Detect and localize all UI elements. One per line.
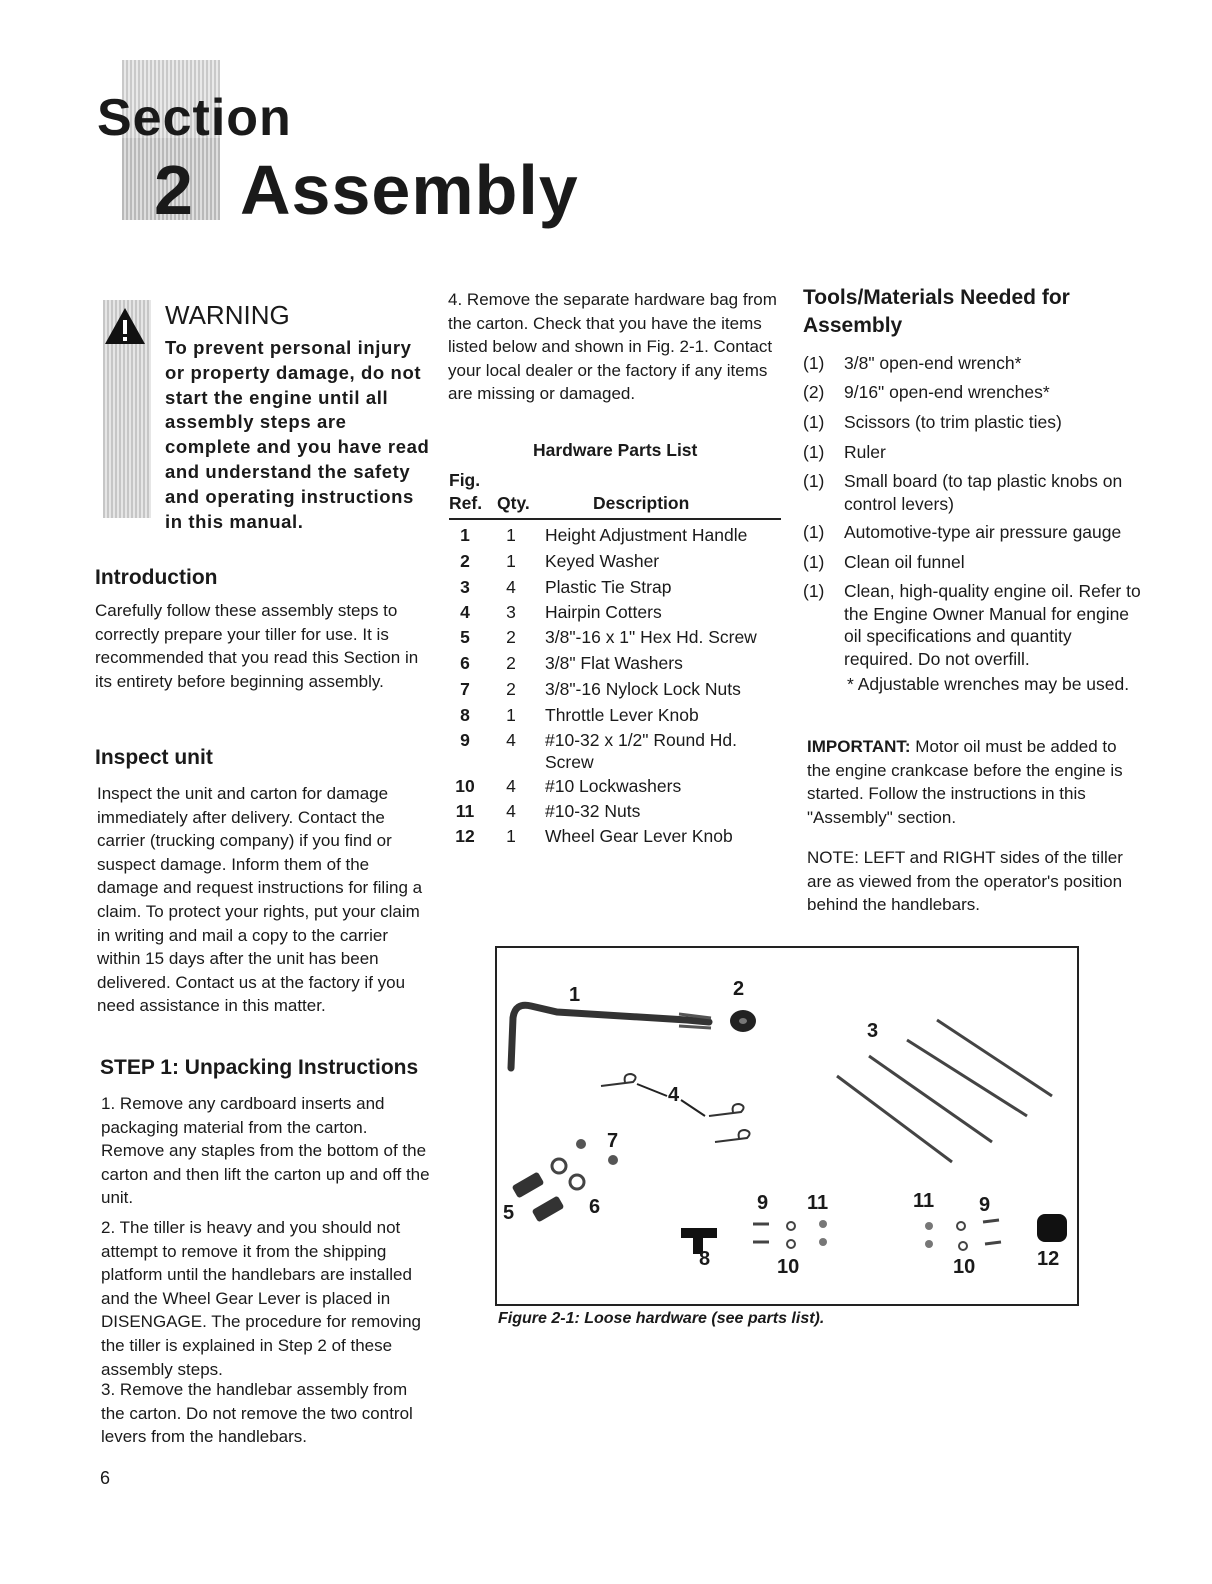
part-qty: 4 [506, 776, 516, 796]
introduction-heading: Introduction [95, 566, 218, 589]
figure-label: 9 [979, 1194, 991, 1216]
part-ref: 8 [460, 705, 470, 725]
part-qty: 4 [506, 801, 516, 821]
part-ref: 7 [460, 679, 470, 699]
part-description: Plastic Tie Strap [545, 577, 672, 597]
part-qty: 2 [506, 627, 516, 647]
warning-triangle-icon [103, 306, 147, 346]
part-qty: 1 [506, 551, 516, 571]
figure-label: 10 [953, 1256, 976, 1278]
parts-header-ref: Ref. [449, 493, 483, 513]
step1-item-3-text: Remove the handlebar assembly from the carton. Do not remove the two control levers from the handlebars. [101, 1380, 413, 1447]
warning-text: To prevent personal injury or property damage, do not start the engine until all assembly steps are complete and you have read and understand the safety and operating instructions in this manual. [165, 337, 430, 532]
part-description: Wheel Gear Lever Knob [545, 826, 733, 846]
part-ref: 11 [455, 801, 475, 821]
step1-item-3-num: 3. [101, 1380, 116, 1399]
inspect-text: Inspect the unit and carton for damage immediately after delivery. Contact the carrier (trucking company) if you find or suspect damage. Inform them of the damage and request instructions for filing a claim. To protect your rights, put your claim in writing and mail a copy to the carrier within 15 days after the unit has been delivered. Contact us at the factory if you need assistance in this matter. [97, 784, 423, 1016]
tool-qty: (1) [803, 522, 825, 542]
tools-footnote: * Adjustable wrenches may be used. [847, 674, 1130, 694]
parts-header-description: Description [593, 493, 690, 513]
figure-label: 12 [1037, 1248, 1060, 1270]
part-ref: 2 [460, 551, 470, 571]
part-ref: 9 [460, 730, 470, 750]
tools-heading-line2: Assembly [803, 314, 903, 337]
orientation-note: NOTE: LEFT and RIGHT sides of the tiller are as viewed from the operator's position behind the handlebars. [807, 848, 1123, 915]
important-text: Motor oil must be added to the engine crankcase before the engine is started. Follow the instructions in this "Assembly" section. [807, 737, 1123, 827]
part-ref: 1 [460, 525, 470, 545]
tool-text: Clean, high-quality engine oil. Refer to the Engine Owner Manual for engine oil specifications and quantity required. Do not overfill. [844, 581, 1141, 669]
tool-text: Small board (to tap plastic knobs on control levers) [844, 471, 1123, 514]
part-qty: 2 [506, 653, 516, 673]
part-qty: 1 [506, 705, 516, 725]
inspect-heading: Inspect unit [95, 746, 213, 769]
figure-label: 6 [589, 1196, 601, 1218]
part-qty: 2 [506, 679, 516, 699]
part-description: 3/8" Flat Washers [545, 653, 683, 673]
parts-list-title: Hardware Parts List [533, 440, 698, 460]
figure-label: 10 [777, 1256, 800, 1278]
part-description: Height Adjustment Handle [545, 525, 748, 545]
part-description: Keyed Washer [545, 551, 660, 571]
tools-heading-line1: Tools/Materials Needed for [803, 286, 1070, 309]
step1-item-3 [101, 1378, 431, 1449]
figure-label: 11 [913, 1190, 935, 1212]
step1-item-2-text: The tiller is heavy and you should not attempt to remove it from the shipping platform until the handlebars are installed and the Wheel Gear Lever is placed in DISENGAGE. The procedure for removing the tiller is explained in Step 2 of these assembly steps. [101, 1218, 421, 1379]
tool-text: 3/8" open-end wrench* [844, 353, 1022, 373]
figure-label: 9 [757, 1192, 769, 1214]
section-number: 2 [154, 151, 193, 229]
important-note [807, 735, 1142, 829]
part-ref: 5 [460, 627, 470, 647]
figure-label: 1 [569, 984, 581, 1006]
step1-item-1-text: Remove any cardboard inserts and packaging material from the carton. Remove any staples from the bottom of the carton and then lift the carton up and off the unit. [101, 1094, 430, 1208]
tool-text: Clean oil funnel [844, 552, 965, 572]
hardware-illustration [497, 948, 1077, 1304]
page-number: 6 [100, 1468, 111, 1488]
tool-qty: (1) [803, 353, 825, 373]
part-qty: 1 [506, 525, 516, 545]
part-ref: 12 [455, 826, 475, 846]
part-description: #10 Lockwashers [545, 776, 682, 796]
part-qty: 3 [506, 602, 516, 622]
figure-label: 7 [607, 1130, 619, 1152]
tool-text: Scissors (to trim plastic ties) [844, 412, 1062, 432]
part-qty: 1 [506, 826, 516, 846]
tool-qty: (1) [803, 552, 825, 572]
part-ref: 6 [460, 653, 470, 673]
introduction-text: Carefully follow these assembly steps to correctly prepare your tiller for use. It is recommended that you read this Section in its entirety before beginning assembly. [95, 601, 419, 691]
step1-item-4 [448, 288, 778, 406]
part-ref: 3 [460, 577, 470, 597]
parts-header-rule [449, 518, 781, 520]
figure-label: 4 [668, 1084, 680, 1106]
tool-text: Ruler [844, 442, 886, 462]
page-title: Assembly [240, 151, 579, 229]
part-description: 3/8"-16 x 1" Hex Hd. Screw [545, 627, 757, 647]
step1-item-2 [101, 1216, 431, 1381]
section-label: Section [97, 89, 292, 147]
part-description: 3/8"-16 Nylock Lock Nuts [545, 679, 741, 699]
tool-qty: (1) [803, 581, 825, 601]
figure-caption: Figure 2-1: Loose hardware (see parts list). [498, 1310, 825, 1327]
part-description: #10-32 x 1/2" Round Hd. Screw [545, 730, 738, 772]
part-description: #10-32 Nuts [545, 801, 641, 821]
part-description: Hairpin Cotters [545, 602, 662, 622]
figure-label: 2 [733, 978, 745, 1000]
warning-title: WARNING [165, 300, 290, 330]
figure-box [495, 946, 1079, 1306]
figure-label: 11 [807, 1192, 829, 1214]
step1-item-4-text: Remove the separate hardware bag from the carton. Check that you have the items listed below and shown in Fig. 2-1. Contact your local dealer or the factory if any items are missing or damaged. [448, 290, 777, 404]
tool-qty: (2) [803, 382, 825, 402]
parts-header-qty: Qty. [497, 493, 530, 513]
step1-item-1 [101, 1092, 431, 1210]
tool-text: 9/16" open-end wrenches* [844, 382, 1050, 402]
tool-qty: (1) [803, 471, 825, 491]
parts-header-fig: Fig. [449, 470, 481, 490]
figure-label: 8 [699, 1248, 711, 1270]
part-description: Throttle Lever Knob [545, 705, 699, 725]
tool-qty: (1) [803, 412, 825, 432]
step1-item-4-num: 4. [448, 290, 463, 309]
figure-label: 5 [503, 1202, 515, 1224]
step1-heading: STEP 1: Unpacking Instructions [100, 1056, 419, 1079]
important-label: IMPORTANT: [807, 737, 911, 756]
part-qty: 4 [506, 577, 516, 597]
step1-item-1-num: 1. [101, 1094, 116, 1113]
part-ref: 4 [460, 602, 470, 622]
step1-item-2-num: 2. [101, 1218, 116, 1237]
figure-label: 3 [867, 1020, 879, 1042]
part-qty: 4 [506, 730, 516, 750]
tool-text: Automotive-type air pressure gauge [844, 522, 1122, 542]
tool-qty: (1) [803, 442, 825, 462]
part-ref: 10 [455, 776, 475, 796]
